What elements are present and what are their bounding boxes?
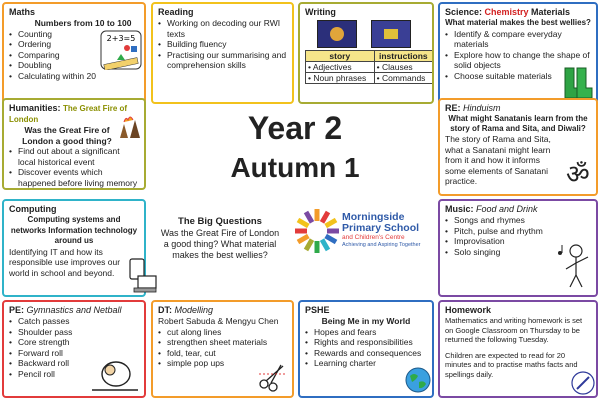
list-item: • Rewards and consequences: [305, 348, 427, 359]
list-item: • Discover events which happened before living memory: [9, 167, 139, 188]
writing-panel: [298, 2, 434, 104]
term-title: Autumn 1: [230, 152, 360, 183]
reading-panel: [151, 2, 294, 104]
science-subtitle: What material makes the best wellies?: [445, 18, 591, 27]
instructions-book-icon: [371, 20, 411, 48]
homework-title: Homework: [445, 305, 492, 315]
re-title: RE: Hinduism: [445, 103, 501, 113]
pe-title: PE: Gymnastics and Netball: [9, 305, 122, 315]
list-item: • Counting: [9, 29, 139, 40]
homework-text-1: Mathematics and writing homework is set on Google Classroom on Thursday to be returned the following Tuesday.: [445, 316, 583, 344]
reading-title: Reading: [158, 7, 194, 17]
page-title: Year 2: [247, 110, 343, 146]
maths-subtitle: Numbers from 10 to 100: [34, 18, 132, 28]
list-item: • Catch passes: [9, 316, 139, 327]
list-item: • Calculating within 20: [9, 71, 139, 82]
list-item: • Ordering: [9, 39, 139, 50]
globe-icon: [404, 366, 432, 394]
gymnast-icon: [88, 350, 142, 394]
pe-panel: [2, 300, 146, 398]
instructions-header: instructions: [374, 51, 432, 62]
humanities-panel: [2, 98, 146, 190]
music-panel: [438, 199, 598, 297]
list-item: • Core strength: [9, 337, 139, 348]
devices-icon: [128, 258, 158, 294]
writing-cell: • Commands: [374, 73, 432, 84]
school-logo: [294, 206, 439, 262]
list-item: • Identify & compare everyday materials: [445, 29, 591, 50]
humanities-title: Humanities: The Great Fire of London: [9, 103, 128, 124]
pshe-panel: [298, 300, 434, 398]
pshe-subtitle: Being Me in my World: [321, 316, 411, 326]
homework-text-2: Children are expected to read for 20 minutes and to practise maths facts and spellings daily.: [445, 350, 578, 379]
pshe-list: [305, 327, 427, 369]
dt-panel: [151, 300, 294, 398]
om-symbol: ॐ: [566, 160, 590, 190]
writing-cell: • Noun phrases: [306, 73, 375, 84]
school-name: Morningside Primary School and Children's Centre Achieving and Aspiring Together: [342, 211, 421, 248]
list-item: • Learning charter: [305, 358, 427, 369]
re-subtitle: What might Sanatanis learn from the story of Rama and Sita, and Diwali?: [448, 114, 588, 133]
list-item: • cut along lines: [158, 327, 287, 338]
humanities-subtitle: Was the Great Fire of London a good thing?: [22, 125, 112, 146]
writing-pictures: [317, 20, 427, 48]
story-header: story: [306, 51, 375, 62]
list-item: • Choose suitable materials: [445, 71, 591, 82]
list-item: • Solo singing: [445, 247, 591, 258]
list-item: • Backward roll: [9, 358, 139, 369]
writing-cell: • Clauses: [374, 62, 432, 73]
computing-text: Identifying IT and how its responsible use improves our world in school and beyond.: [9, 246, 121, 278]
list-item: • Songs and rhymes: [445, 215, 591, 226]
re-panel: [438, 98, 598, 196]
maths-panel: [2, 2, 146, 104]
big-questions-title: The Big Questions: [178, 216, 262, 227]
homework-panel: [438, 300, 598, 398]
sun-logo-icon: [294, 208, 340, 254]
list-item: • Pencil roll: [9, 369, 139, 380]
dt-title: DT: Modelling: [158, 305, 214, 315]
computing-title: Computing: [9, 204, 57, 214]
re-text: The story of Rama and Sita, what a Sanatani might learn from it and how it informs some elements of Sanatani practice.: [445, 134, 551, 186]
list-item: • Find out about a significant local historical event: [9, 146, 139, 167]
list-item: • simple pop ups: [158, 358, 287, 369]
list-item: • Working on decoding our RWI texts: [158, 18, 287, 39]
story-book-icon: [317, 20, 357, 48]
maths-icon: [100, 30, 142, 70]
list-item: • Forward roll: [9, 348, 139, 359]
pencil-icon: [570, 370, 596, 396]
pshe-title: PSHE: [305, 305, 330, 315]
writing-table: [305, 50, 433, 84]
writing-cell: • Adjectives: [306, 62, 375, 73]
list-item: • Improvisation: [445, 236, 591, 247]
list-item: • Hopes and fears: [305, 327, 427, 338]
writing-title: Writing: [305, 7, 336, 17]
list-item: • Doubling: [9, 60, 139, 71]
list-item: • Practising our summarising and comprehension skills: [158, 50, 287, 71]
list-item: • Comparing: [9, 50, 139, 61]
wellies-icon: [562, 66, 594, 100]
maths-title: Maths: [9, 7, 36, 17]
list-item: • Shoulder pass: [9, 327, 139, 338]
list-item: • Pitch, pulse and rhythm: [445, 226, 591, 237]
reading-list: [158, 18, 287, 71]
list-item: • strengthen sheet materials: [158, 337, 287, 348]
humanities-list: [9, 146, 139, 188]
dt-author: Robert Sabuda & Mengyu Chen: [158, 316, 279, 326]
science-title: Science: Chemistry Materials: [445, 7, 571, 17]
computing-subtitle: Computing systems and networks Information technology around us: [10, 215, 138, 245]
list-item: • Explore how to change the shape of solid objects: [445, 50, 591, 71]
list-item: • Rights and responsibilities: [305, 337, 427, 348]
music-title: Music: Food and Drink: [445, 204, 538, 214]
singer-icon: [554, 241, 594, 291]
big-questions: [160, 216, 280, 261]
science-panel: [438, 2, 598, 104]
fire-icon: [116, 112, 144, 140]
list-item: • Building fluency: [158, 39, 287, 50]
big-questions-text: Was the Great Fire of London a good thing? What material makes the best wellies?: [160, 228, 280, 260]
sum-label: 2+3=5: [106, 34, 136, 43]
computing-panel: [2, 199, 146, 297]
list-item: • fold, tear, cut: [158, 348, 287, 359]
scissors-icon: [257, 362, 287, 392]
